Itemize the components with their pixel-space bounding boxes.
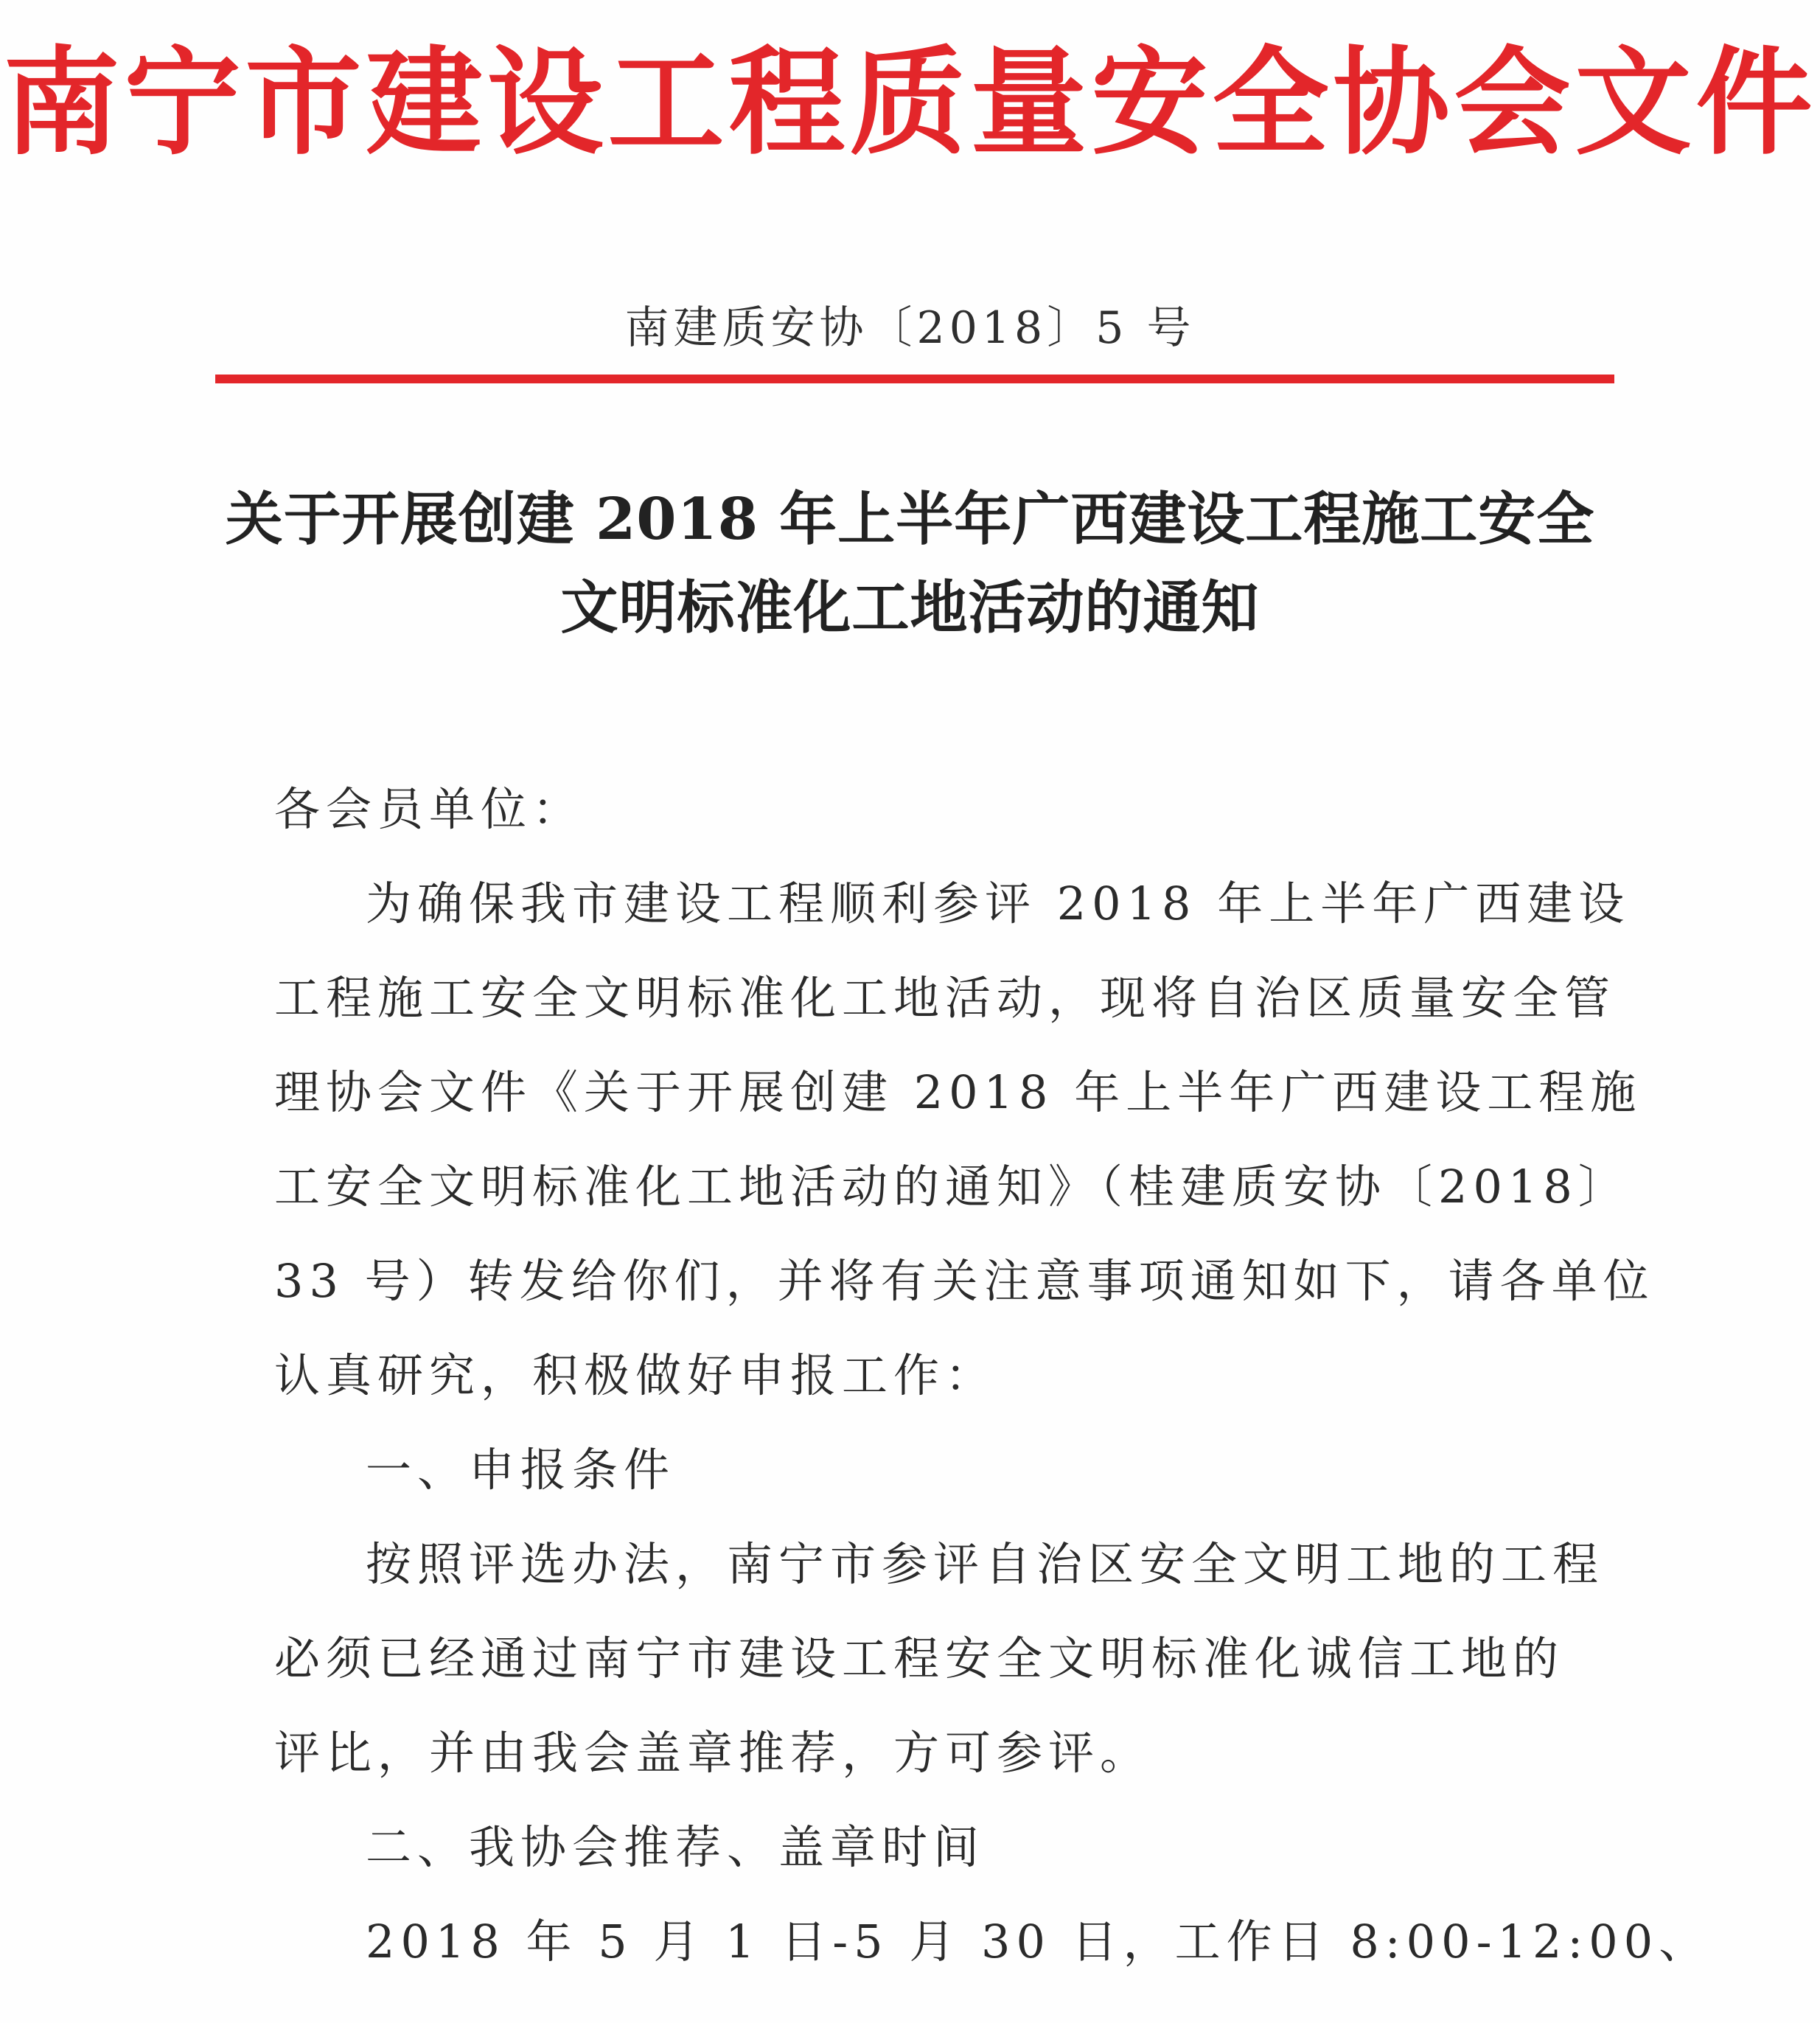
salutation-text: 各会员单位： <box>274 782 585 836</box>
notice-title <box>0 476 1820 652</box>
paragraph-2-line: 按照评选办法，南宁市参评自治区安全文明工地的工程 <box>366 1537 1605 1591</box>
org-masthead: 南宁市建设工程质量安全协会文件 <box>3 35 1817 171</box>
paragraph-1-line: 工程施工安全文明标准化工地活动，现将自治区质量安全管 <box>274 971 1617 1025</box>
paragraph-1-line: 理协会文件《关于开展创建 2018 年上半年广西建设工程施 <box>274 1065 1642 1119</box>
paragraph-3-line: 2018 年 5 月 1 日-5 月 30 日，工作日 8:00-12:00、 <box>366 1915 1711 1968</box>
paragraph-1 <box>274 857 1655 1423</box>
section-1-heading-text: 一、申报条件 <box>366 1443 676 1497</box>
section-2-heading-text: 二、我协会推荐、盖章时间 <box>366 1820 986 1874</box>
paragraph-2-line: 必须已经通过南宁市建设工程安全文明标准化诚信工地的 <box>274 1632 1565 1685</box>
paragraph-1-line: 33 号）转发给你们，并将有关注意事项通知如下，请各单位 <box>274 1254 1655 1308</box>
salutation <box>274 762 1549 857</box>
notice-title-line-2: 文明标准化工地活动的通知 <box>560 574 1260 641</box>
red-divider-rule <box>215 375 1614 383</box>
paragraph-1-line: 为确保我市建设工程顺利参评 2018 年上半年广西建设 <box>366 877 1631 930</box>
paragraph-2 <box>274 1517 1605 1800</box>
paragraph-2-line: 评比，并由我会盖章推荐，方可参评。 <box>274 1726 1152 1780</box>
document-number: 南建质安协〔2018〕5 号 <box>624 302 1196 354</box>
paragraph-1-line: 工安全文明标准化工地活动的通知》（桂建质安协〔2018〕 <box>274 1160 1630 1214</box>
section-2-heading <box>274 1800 1549 1895</box>
notice-title-line-1: 关于开展创建 2018 年上半年广西建设工程施工安全 <box>225 486 1595 553</box>
paragraph-1-line: 认真研究，积极做好申报工作： <box>274 1348 997 1402</box>
paragraph-3 <box>274 1895 1711 1989</box>
section-1-heading <box>274 1423 1549 1517</box>
